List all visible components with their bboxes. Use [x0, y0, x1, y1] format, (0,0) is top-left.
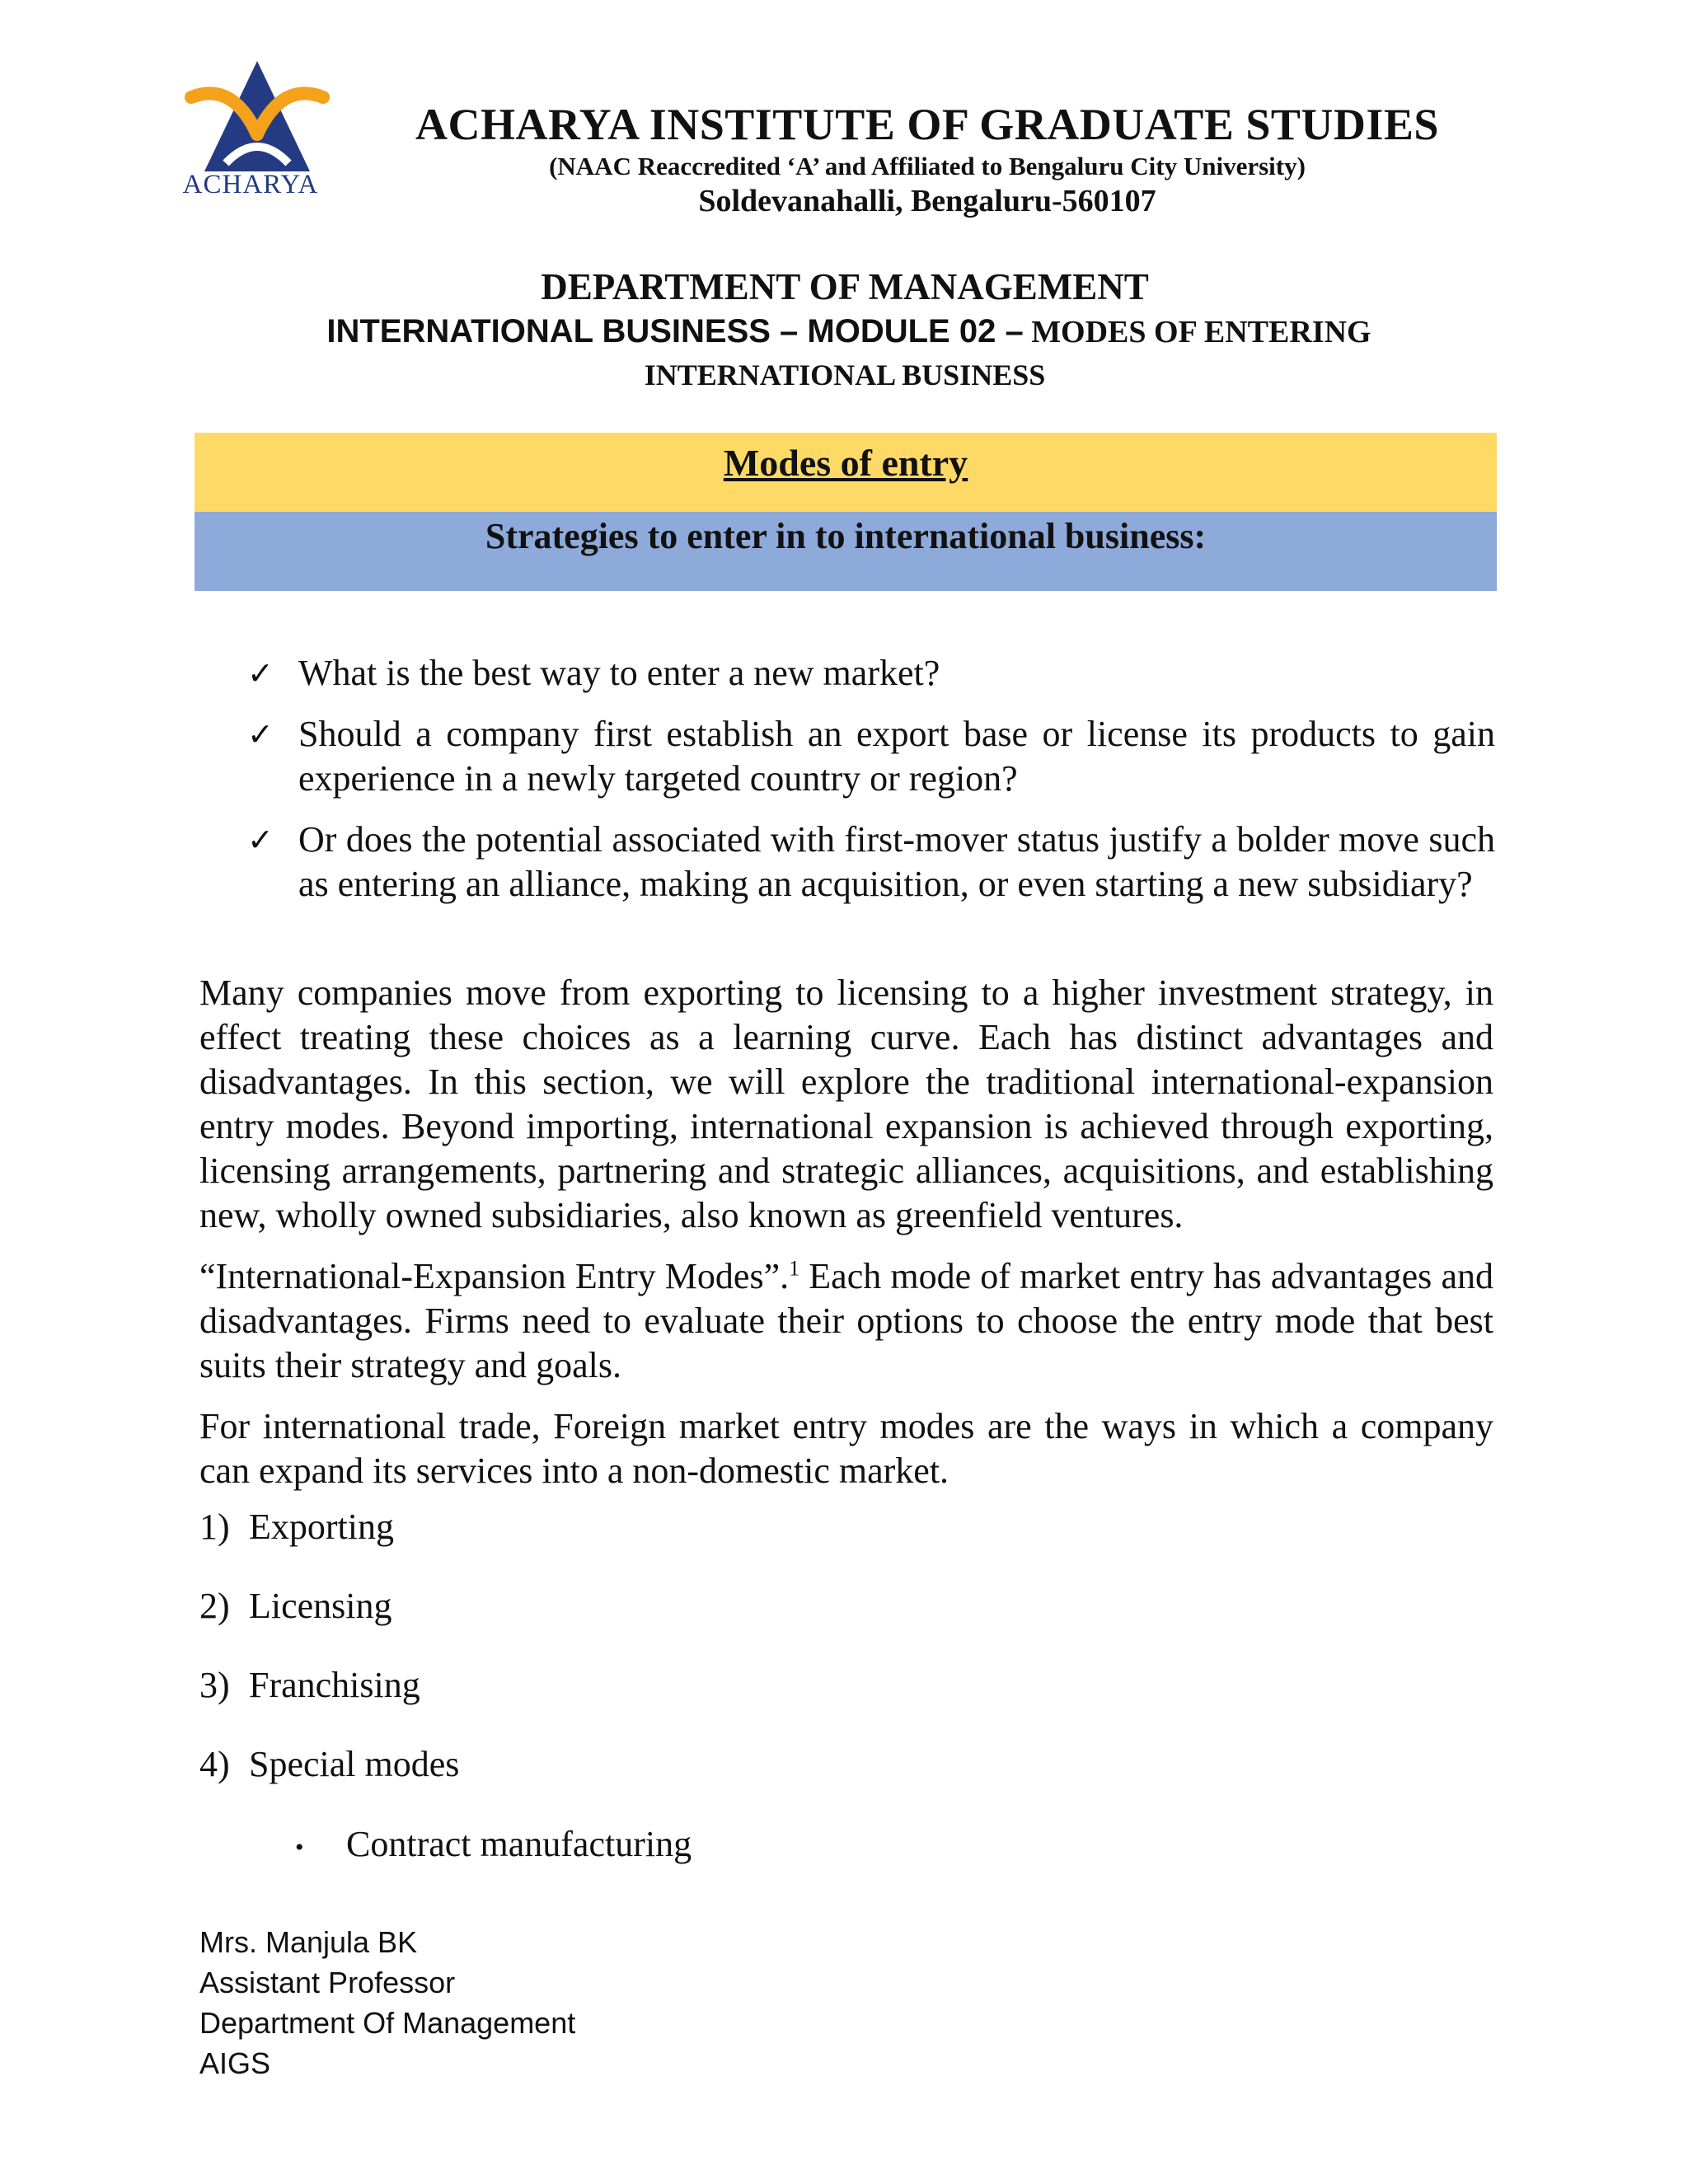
question-checklist: [247, 651, 1495, 923]
paragraph-2: [199, 1254, 1493, 1388]
list-item: [199, 1505, 459, 1584]
body-paragraphs: [199, 971, 1493, 1510]
list-item: [247, 651, 1495, 696]
modes-of-entry-band: [195, 433, 1497, 512]
list-label: Franchising: [249, 1665, 420, 1705]
paragraph-2-start: “International-Expansion Entry Modes”.: [199, 1256, 790, 1296]
list-item: [199, 1663, 459, 1742]
checklist-text: Or does the potential associated with first-mover status justify a bolder move such as entering an alliance, making an acquisition, or even starting a new subsidiary?: [298, 819, 1495, 904]
paragraph-2-rest: Each mode of market entry has advantages and disadvantages. Firms need to evaluate their options to choose the entry mode that best suits their strategy and goals.: [199, 1256, 1493, 1385]
sub-bullet-label: Contract manufacturing: [346, 1824, 692, 1864]
paragraph-3: For international trade, Foreign market entry modes are the ways in which a company can expand its services into a non-domestic market.: [199, 1406, 1493, 1491]
checklist-text: Should a company first establish an export base or license its products to gain experience in a newly targeted country or region?: [298, 714, 1495, 799]
list-item: [247, 818, 1495, 907]
institute-address: Soldevanahalli, Bengaluru-560107: [698, 184, 1156, 218]
list-number: 3): [199, 1665, 230, 1705]
checklist-text: What is the best way to enter a new market?: [298, 653, 940, 693]
department-title: DEPARTMENT OF MANAGEMENT: [541, 266, 1149, 307]
paragraph-1: Many companies move from exporting to licensing to a higher investment strategy, in effect treating these choices as a learning curve. Each has distinct advantages and disadvantages. In this section, we will explore the traditional international-expansion entry modes. Beyond importing, international expansion is achieved through exporting, licensing arrangements, partnering and strategic alliances, acquisitions, and establishing new, wholly owned subsidiaries, also known as greenfield ventures.: [199, 972, 1493, 1235]
module-title-part2: MODES OF ENTERING: [1031, 315, 1372, 349]
checkmark-icon: ✓: [247, 655, 274, 691]
module-title-part1: INTERNATIONAL BUSINESS – MODULE 02 –: [326, 313, 1024, 349]
entry-modes-list: [199, 1505, 459, 1821]
bullet-icon: •: [295, 1833, 304, 1861]
author-footer: [199, 1922, 575, 2083]
author-institution: AIGS: [199, 2046, 271, 2080]
list-item: [199, 1742, 459, 1821]
logo-text: ACHARYA: [182, 170, 319, 199]
strategies-band: [195, 512, 1497, 591]
checkmark-icon: ✓: [247, 822, 274, 858]
list-item: [199, 1584, 459, 1663]
strategies-heading: Strategies to enter in to international business:: [485, 516, 1207, 556]
list-number: 4): [199, 1744, 230, 1784]
checkmark-icon: ✓: [247, 716, 274, 752]
author-department: Department Of Management: [199, 2006, 576, 2040]
author-name: Mrs. Manjula BK: [199, 1925, 418, 1959]
list-label: Exporting: [249, 1507, 394, 1547]
sub-bullet-item: [295, 1822, 692, 1870]
list-label: Special modes: [249, 1744, 460, 1784]
list-number: 2): [199, 1586, 230, 1626]
module-title: [198, 313, 1500, 350]
accreditation-line: (NAAC Reaccredited ‘A’ and Affiliated to Bengaluru City University): [549, 152, 1306, 180]
list-item: [247, 712, 1495, 801]
module-title-line2: INTERNATIONAL BUSINESS: [644, 359, 1046, 391]
institute-name: ACHARYA INSTITUTE OF GRADUATE STUDIES: [415, 100, 1439, 149]
modes-of-entry-heading: Modes of entry: [723, 442, 968, 484]
list-label: Licensing: [249, 1586, 392, 1626]
footnote-marker[interactable]: 1: [789, 1256, 800, 1281]
author-designation: Assistant Professor: [199, 1966, 456, 1999]
list-number: 1): [199, 1507, 230, 1547]
